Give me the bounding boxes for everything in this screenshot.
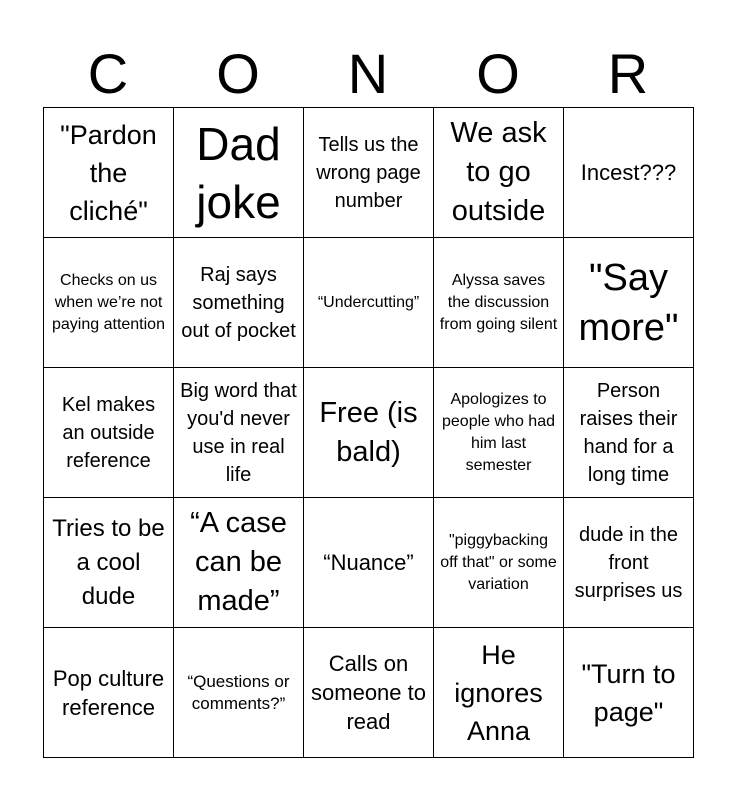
cell-text: Dad joke (196, 117, 281, 228)
cell-text: dude in the front surprises us (574, 523, 683, 602)
cell-text: Pop culture reference (52, 665, 165, 720)
bingo-cell[interactable] (304, 368, 434, 498)
cell-text: He ignores Anna (454, 639, 543, 746)
bingo-cell[interactable] (44, 108, 174, 238)
bingo-cell[interactable] (434, 498, 564, 628)
cell-text: "Turn to page" (581, 658, 676, 727)
cell-text: “A case can be made” (190, 507, 287, 617)
cell-text: We ask to go outside (450, 117, 547, 227)
bingo-cell[interactable] (564, 498, 694, 628)
cell-text: Tells us the wrong page number (316, 133, 421, 212)
bingo-cell[interactable] (44, 498, 174, 628)
header-letter-n: N (347, 42, 389, 105)
bingo-cell[interactable] (304, 628, 434, 758)
bingo-header (43, 40, 693, 108)
bingo-cell[interactable] (564, 628, 694, 758)
cell-text: Calls on someone to read (311, 651, 426, 734)
bingo-cell[interactable] (304, 238, 434, 368)
bingo-cell[interactable] (44, 368, 174, 498)
cell-text: "piggybacking off that" or some variation (440, 531, 557, 593)
bingo-grid (43, 107, 694, 758)
header-letter-o: O (216, 42, 260, 105)
bingo-cell[interactable] (564, 238, 694, 368)
cell-text: Checks on us when we’re not paying attention (52, 271, 165, 333)
cell-text: Big word that you'd never use in real life (180, 379, 297, 486)
cell-text: Apologizes to people who had him last semester (442, 390, 555, 474)
bingo-cell[interactable] (434, 238, 564, 368)
bingo-cell[interactable] (434, 368, 564, 498)
bingo-cell[interactable] (174, 368, 304, 498)
header-letter-c: C (87, 42, 129, 105)
bingo-cell[interactable] (44, 628, 174, 758)
cell-text: “Nuance” (323, 550, 414, 575)
cell-text: "Pardon the cliché" (60, 119, 157, 226)
cell-text: Free (is bald) (319, 396, 418, 468)
bingo-cell[interactable] (304, 108, 434, 238)
cell-text: Person raises their hand for a long time (579, 379, 678, 486)
cell-text: Raj says something out of pocket (181, 263, 296, 342)
bingo-cell[interactable] (174, 108, 304, 238)
cell-text: Tries to be a cool dude (52, 514, 165, 610)
bingo-cell[interactable] (174, 628, 304, 758)
bingo-cell[interactable] (564, 368, 694, 498)
cell-text: Kel makes an outside reference (61, 393, 156, 472)
header-letter-r: R (607, 42, 649, 105)
cell-text: “Undercutting” (317, 293, 420, 311)
bingo-cell[interactable] (44, 238, 174, 368)
bingo-cell[interactable] (174, 238, 304, 368)
cell-text: "Say more" (578, 256, 679, 349)
bingo-cell[interactable] (304, 498, 434, 628)
bingo-cell[interactable] (174, 498, 304, 628)
cell-text: Alyssa saves the discussion from going silent (439, 271, 558, 333)
bingo-cell[interactable] (564, 108, 694, 238)
bingo-cell[interactable] (434, 108, 564, 238)
cell-text: Incest??? (580, 160, 677, 185)
bingo-cell[interactable] (434, 628, 564, 758)
cell-text: “Questions or comments?” (187, 671, 290, 713)
header-letter-o: O (476, 42, 520, 105)
